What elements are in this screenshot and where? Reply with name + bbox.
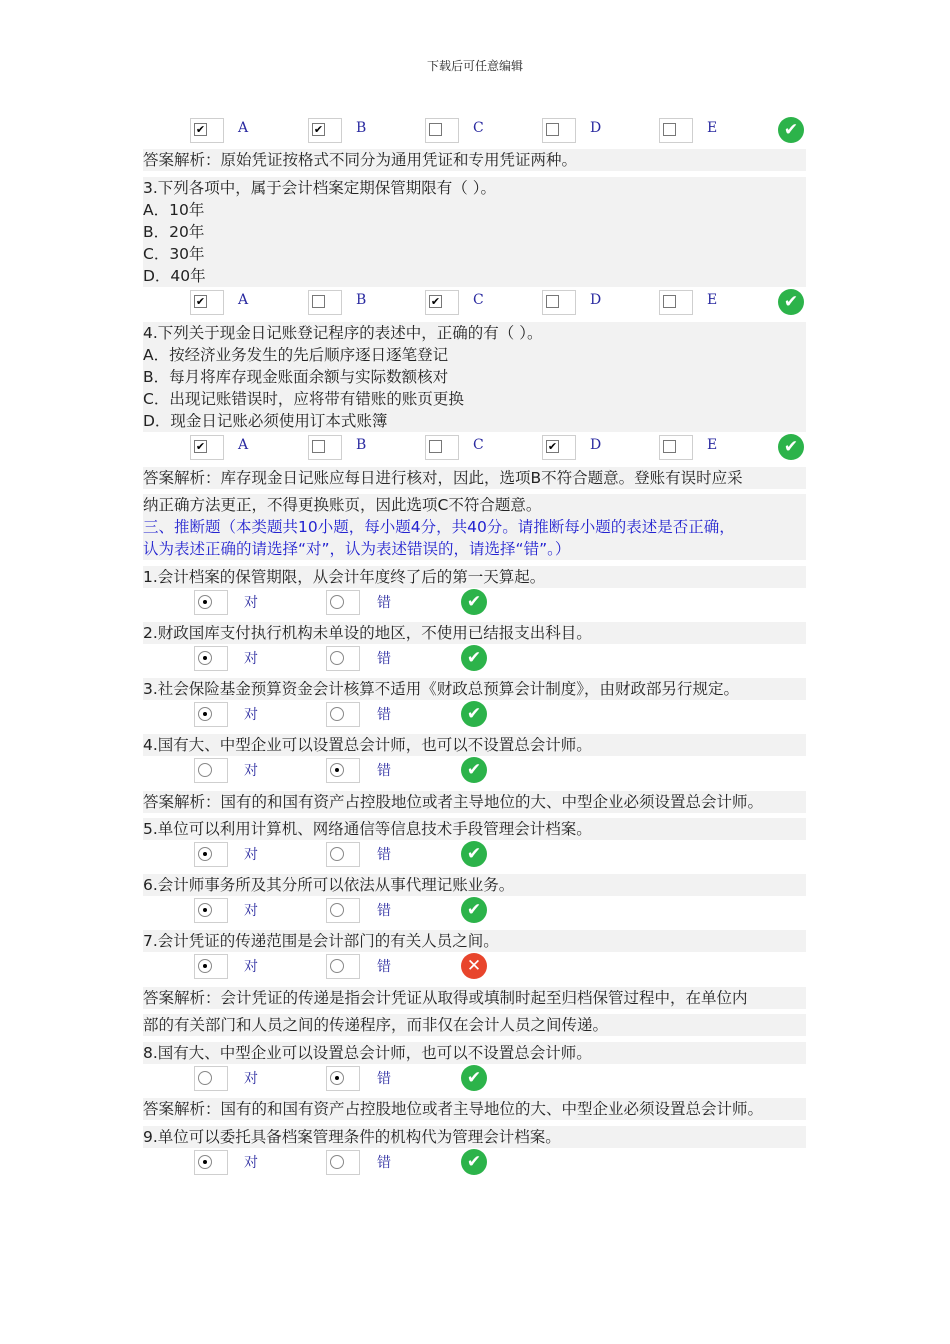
radio-button[interactable]: [330, 847, 344, 861]
checkbox-option[interactable]: [659, 118, 693, 143]
option-label: E: [707, 120, 718, 136]
question-text: A．按经济业务发生的先后顺序逐日逐笔登记: [143, 344, 806, 366]
correct-check-icon: ✔: [778, 434, 804, 460]
option-label: 对: [244, 763, 258, 779]
option-label: 错: [377, 959, 391, 975]
radio-button[interactable]: [330, 903, 344, 917]
checkbox[interactable]: [312, 440, 325, 453]
question-text: 3.下列各项中，属于会计档案定期保管期限有（ ）。: [143, 177, 806, 199]
option-label: B: [356, 120, 367, 136]
option-label: 对: [244, 651, 258, 667]
true-false-answer-row: [143, 1065, 806, 1091]
radio-option[interactable]: [194, 954, 228, 979]
question-text: D．现金日记账必须使用订本式账簿: [143, 410, 806, 432]
question-text: 1.会计档案的保管期限，从会计年度终了后的第一天算起。: [143, 566, 806, 588]
checkbox-option[interactable]: [659, 290, 693, 315]
option-label: D: [590, 120, 602, 136]
question-text: 8.国有大、中型企业可以设置总会计师，也可以不设置总会计师。: [143, 1042, 806, 1064]
question-text: 7.会计凭证的传递范围是会计部门的有关人员之间。: [143, 930, 806, 952]
option-label: 对: [244, 1071, 258, 1087]
radio-button[interactable]: [198, 707, 212, 721]
page-header: 下载后可任意编辑: [426, 59, 523, 73]
option-label: A: [238, 120, 249, 136]
checkbox-option[interactable]: [308, 118, 342, 143]
radio-option[interactable]: [326, 1150, 360, 1175]
question-text: 答案解析：国有的和国有资产占控股地位或者主导地位的大、中型企业必须设置总会计师。: [143, 1098, 806, 1120]
option-label: 错: [377, 763, 391, 779]
checkbox-option[interactable]: [425, 435, 459, 460]
radio-button[interactable]: [198, 651, 212, 665]
option-label: A: [238, 437, 249, 453]
true-false-answer-row: [143, 897, 806, 923]
radio-button[interactable]: [198, 595, 212, 609]
option-label: 错: [377, 847, 391, 863]
true-false-answer-row: [143, 1149, 806, 1175]
option-label: 对: [244, 1155, 258, 1171]
question-text: 4.下列关于现金日记账登记程序的表述中，正确的有（ ）。: [143, 322, 806, 344]
checkbox[interactable]: ✔: [547, 440, 558, 453]
checkbox[interactable]: ✔: [430, 295, 441, 308]
radio-option[interactable]: [194, 758, 228, 783]
correct-check-icon: ✔: [778, 289, 804, 315]
checkbox[interactable]: [312, 295, 325, 308]
question-text: 9.单位可以委托具备档案管理条件的机构代为管理会计档案。: [143, 1126, 806, 1148]
radio-option[interactable]: [194, 1066, 228, 1091]
correct-check-icon: ✔: [461, 757, 487, 783]
question-text: B．20年: [143, 221, 806, 243]
question-text: 纳正确方法更正，不得更换账页，因此选项C不符合题意。: [143, 494, 806, 516]
true-false-answer-row: [143, 645, 806, 671]
radio-option[interactable]: [326, 954, 360, 979]
radio-option[interactable]: [326, 590, 360, 615]
option-label: 错: [377, 651, 391, 667]
question-text: 答案解析：国有的和国有资产占控股地位或者主导地位的大、中型企业必须设置总会计师。: [143, 791, 806, 813]
correct-check-icon: ✔: [461, 897, 487, 923]
option-label: 对: [244, 595, 258, 611]
radio-button[interactable]: [198, 1071, 212, 1085]
checkbox-answer-row: [143, 434, 806, 460]
option-label: E: [707, 437, 718, 453]
radio-option[interactable]: [194, 702, 228, 727]
radio-button[interactable]: [330, 763, 344, 777]
checkbox[interactable]: ✔: [195, 123, 206, 136]
checkbox[interactable]: [429, 440, 442, 453]
checkbox[interactable]: [663, 295, 676, 308]
radio-button[interactable]: [330, 595, 344, 609]
option-label: 错: [377, 1155, 391, 1171]
checkbox[interactable]: [546, 295, 559, 308]
option-label: B: [356, 437, 367, 453]
question-text: 5.单位可以利用计算机、网络通信等信息技术手段管理会计档案。: [143, 818, 806, 840]
option-label: 错: [377, 1071, 391, 1087]
checkbox-option[interactable]: [542, 435, 576, 460]
checkbox[interactable]: [663, 440, 676, 453]
radio-option[interactable]: [194, 898, 228, 923]
question-text: 6.会计师事务所及其分所可以依法从事代理记账业务。: [143, 874, 806, 896]
checkbox-option[interactable]: [425, 118, 459, 143]
checkbox[interactable]: ✔: [195, 440, 206, 453]
checkbox[interactable]: ✔: [195, 295, 206, 308]
question-text: D．40年: [143, 265, 806, 287]
correct-check-icon: ✔: [461, 1149, 487, 1175]
correct-check-icon: ✔: [461, 589, 487, 615]
correct-check-icon: ✔: [461, 1065, 487, 1091]
option-label: 错: [377, 707, 391, 723]
question-text: 答案解析：库存现金日记账应每日进行核对，因此，选项B不符合题意。登账有误时应采: [143, 467, 806, 489]
option-label: 错: [377, 595, 391, 611]
checkbox-option[interactable]: [659, 435, 693, 460]
radio-button[interactable]: [330, 959, 344, 973]
question-text: C．出现记账错误时，应将带有错账的账页更换: [143, 388, 806, 410]
option-label: 对: [244, 903, 258, 919]
question-text: B．每月将库存现金账面余额与实际数额核对: [143, 366, 806, 388]
option-label: C: [473, 292, 484, 308]
option-label: 错: [377, 903, 391, 919]
checkbox[interactable]: ✔: [313, 123, 324, 136]
radio-option[interactable]: [326, 1066, 360, 1091]
question-text: 3.社会保险基金预算资金会计核算不适用《财政总预算会计制度》，由财政部另行规定。: [143, 678, 806, 700]
radio-option[interactable]: [194, 590, 228, 615]
option-label: B: [356, 292, 367, 308]
section-heading: 三、推断题（本类题共10小题，每小题4分，共40分。请推断每小题的表述是否正确，: [143, 516, 806, 538]
option-label: D: [590, 437, 602, 453]
radio-button[interactable]: [198, 763, 212, 777]
radio-option[interactable]: [326, 842, 360, 867]
option-label: D: [590, 292, 602, 308]
radio-button[interactable]: [330, 1071, 344, 1085]
radio-button[interactable]: [198, 959, 212, 973]
checkbox-option[interactable]: [190, 290, 224, 315]
radio-button[interactable]: [330, 707, 344, 721]
radio-option[interactable]: [326, 702, 360, 727]
checkbox-option[interactable]: [542, 290, 576, 315]
option-label: C: [473, 437, 484, 453]
radio-button[interactable]: [330, 651, 344, 665]
checkbox[interactable]: [429, 123, 442, 136]
question-text: C．30年: [143, 243, 806, 265]
option-label: A: [238, 292, 249, 308]
question-text: A．10年: [143, 199, 806, 221]
wrong-x-icon: ✕: [461, 953, 487, 979]
true-false-answer-row: [143, 589, 806, 615]
checkbox-option[interactable]: [190, 435, 224, 460]
radio-option[interactable]: [194, 842, 228, 867]
correct-check-icon: ✔: [778, 117, 804, 143]
option-label: C: [473, 120, 484, 136]
option-label: 对: [244, 707, 258, 723]
checkbox-option[interactable]: [308, 435, 342, 460]
correct-check-icon: ✔: [461, 701, 487, 727]
question-text: 2.财政国库支付执行机构未单设的地区，不使用已结报支出科目。: [143, 622, 806, 644]
question-text: 答案解析：会计凭证的传递是指会计凭证从取得或填制时起至归档保管过程中，在单位内: [143, 987, 806, 1009]
checkbox-option[interactable]: [425, 290, 459, 315]
true-false-answer-row: [143, 757, 806, 783]
question-text: 答案解析：原始凭证按格式不同分为通用凭证和专用凭证两种。: [143, 149, 806, 171]
radio-button[interactable]: [330, 1155, 344, 1169]
question-text: 部的有关部门和人员之间的传递程序，而非仅在会计人员之间传递。: [143, 1014, 806, 1036]
radio-button[interactable]: [198, 1155, 212, 1169]
option-label: 对: [244, 847, 258, 863]
question-text: 4.国有大、中型企业可以设置总会计师，也可以不设置总会计师。: [143, 734, 806, 756]
true-false-answer-row: [143, 841, 806, 867]
section-heading: 认为表述正确的请选择“对”，认为表述错误的，请选择“错”。）: [143, 538, 806, 560]
option-label: E: [707, 292, 718, 308]
checkbox-option[interactable]: [190, 118, 224, 143]
checkbox-answer-row: [143, 289, 806, 315]
option-label: 对: [244, 959, 258, 975]
checkbox-option[interactable]: [308, 290, 342, 315]
checkbox-answer-row: [143, 117, 806, 143]
true-false-answer-row: [143, 953, 806, 979]
checkbox-option[interactable]: [542, 118, 576, 143]
radio-option[interactable]: [326, 646, 360, 671]
radio-option[interactable]: [194, 1150, 228, 1175]
checkbox[interactable]: [546, 123, 559, 136]
checkbox[interactable]: [663, 123, 676, 136]
radio-button[interactable]: [198, 903, 212, 917]
radio-option[interactable]: [194, 646, 228, 671]
radio-option[interactable]: [326, 758, 360, 783]
correct-check-icon: ✔: [461, 645, 487, 671]
radio-option[interactable]: [326, 898, 360, 923]
radio-button[interactable]: [198, 847, 212, 861]
true-false-answer-row: [143, 701, 806, 727]
correct-check-icon: ✔: [461, 841, 487, 867]
